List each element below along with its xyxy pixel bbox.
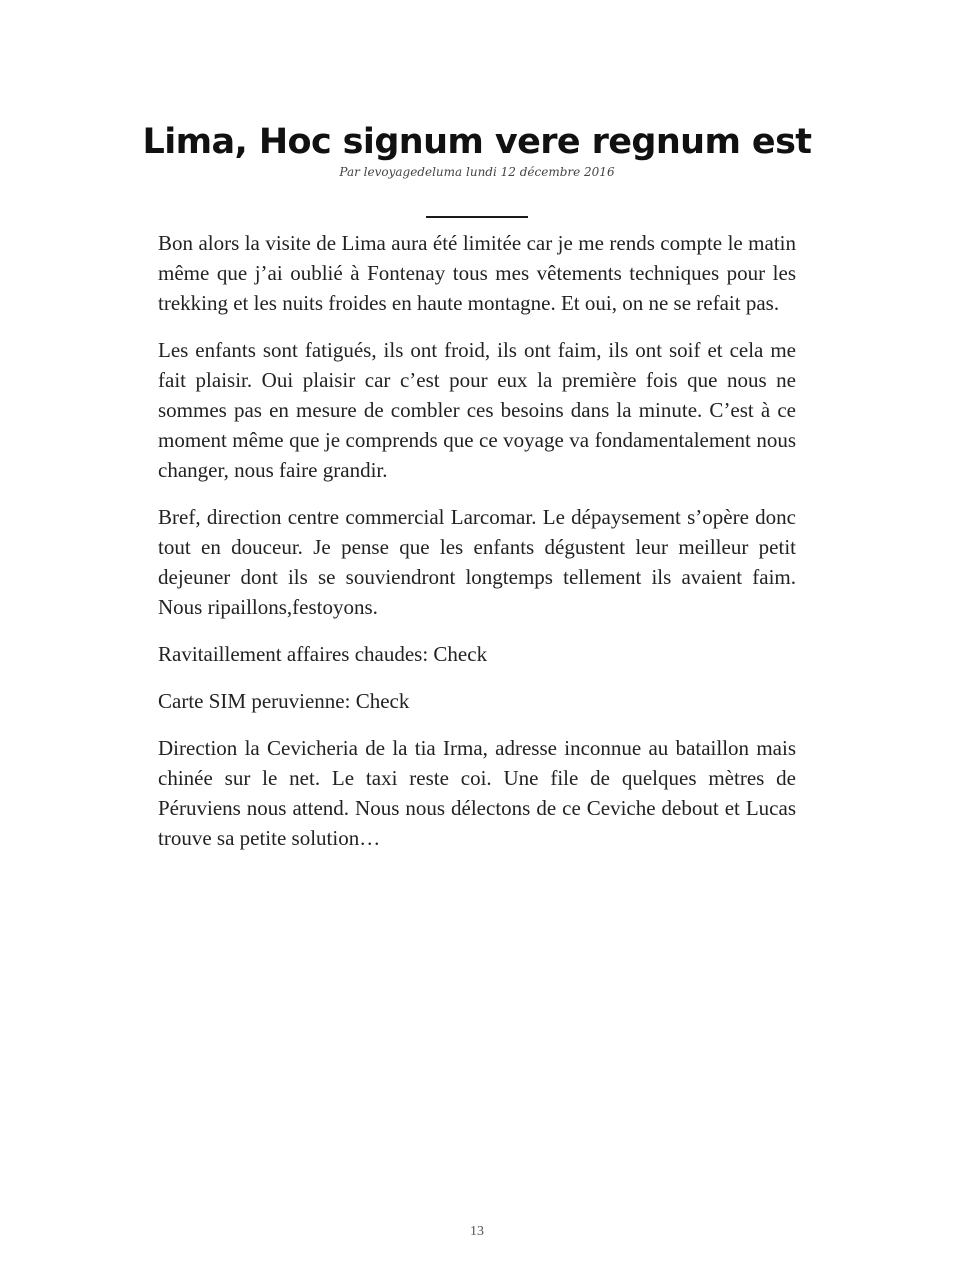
title-divider [426,216,528,218]
paragraph: Direction la Cevicheria de la tia Irma, adresse inconnue au bataillon mais chinée sur le net. Le taxi reste coi. Une file de quelques mètres de Péruviens nous attend. Nous nous délectons de ce Ceviche debout et Lucas trouve sa petite solution… [158,736,796,850]
paragraph: Carte SIM peruvienne: Check [158,689,410,713]
paragraph: Les enfants sont fatigués, ils ont froid, ils ont faim, ils ont soif et cela me fait plaisir. Oui plaisir car c’est pour eux la première fois que nous ne sommes pas en mesure de combler ces besoins dans la minute. C’est à ce moment même que je comprends que ce voyage va fondamentalement nous changer, nous faire grandir. [158,338,796,482]
paragraph: Ravitaillement affaires chaudes: Check [158,642,488,666]
page-number: 13 [470,1224,484,1239]
paragraph: Bref, direction centre commercial Larcomar. Le dépaysement s’opère donc tout en douceur. Je pense que les enfants dégustent leur meilleur petit dejeuner dont ils se souviendront longtemps tellement ils avaient faim. Nous ripaillons,festoyons. [158,505,796,619]
article-title: Lima, Hoc signum vere regnum est [142,122,812,162]
article-byline: Par levoyagedeluma lundi 12 décembre 2016 [339,165,615,179]
paragraph: Bon alors la visite de Lima aura été limitée car je me rends compte le matin même que j’ai oublié à Fontenay tous mes vêtements techniques pour les trekking et les nuits froides en haute montagne. Et oui, on ne se refait pas. [158,231,796,315]
article-body [158,228,796,870]
